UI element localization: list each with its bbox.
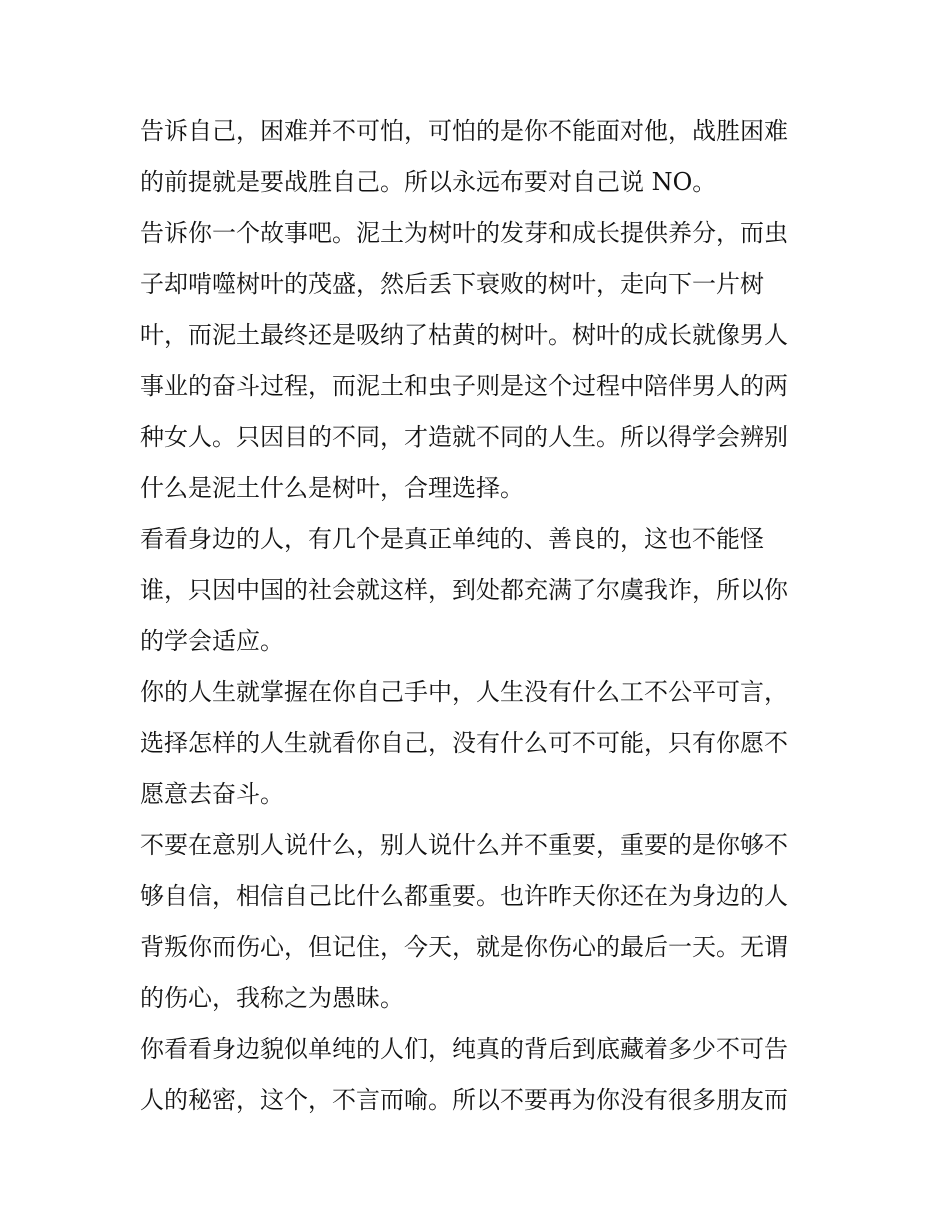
text-line: 选择怎样的人生就看你自己，没有什么可不可能，只有你愿不 [140, 729, 788, 757]
text-body [140, 106, 820, 1126]
text-line: 谁，只因中国的社会就这样，到处都充满了尔虞我诈，所以你 [140, 576, 788, 604]
text-line: 背叛你而伤心，但记住，今天，就是你伤心的最后一天。无谓 [140, 933, 788, 961]
text-line: 不要在意别人说什么，别人说什么并不重要，重要的是你够不 [140, 831, 788, 859]
text-line: 叶，而泥土最终还是吸纳了枯黄的树叶。树叶的成长就像男人 [140, 321, 788, 349]
text-line: 告诉自己，困难并不可怕，可怕的是你不能面对他，战胜困难 [140, 117, 788, 145]
text-line: 愿意去奋斗。 [140, 780, 284, 808]
text-line: 种女人。只因目的不同，才造就不同的人生。所以得学会辨别 [140, 423, 788, 451]
text-line: 的伤心，我称之为愚昧。 [140, 984, 404, 1012]
text-line: 你看看身边貌似单纯的人们，纯真的背后到底藏着多少不可告 [140, 1035, 788, 1063]
text-line: 的学会适应。 [140, 627, 284, 655]
text-line: 你的人生就掌握在你自己手中，人生没有什么工不公平可言， [140, 678, 788, 706]
text-line: 够自信，相信自己比什么都重要。也许昨天你还在为身边的人 [140, 882, 788, 910]
text-line: 告诉你一个故事吧。泥土为树叶的发芽和成长提供养分，而虫 [140, 219, 788, 247]
text-line: 子却啃噬树叶的茂盛，然后丢下衰败的树叶，走向下一片树 [140, 270, 764, 298]
text-line: 的前提就是要战胜自己。所以永远布要对自己说 NO。 [140, 168, 717, 196]
text-line: 什么是泥土什么是树叶，合理选择。 [140, 474, 524, 502]
text-line: 事业的奋斗过程，而泥土和虫子则是这个过程中陪伴男人的两 [140, 372, 788, 400]
text-line: 人的秘密，这个，不言而喻。所以不要再为你没有很多朋友而 [140, 1086, 788, 1114]
text-line: 看看身边的人，有几个是真正单纯的、善良的，这也不能怪 [140, 525, 764, 553]
